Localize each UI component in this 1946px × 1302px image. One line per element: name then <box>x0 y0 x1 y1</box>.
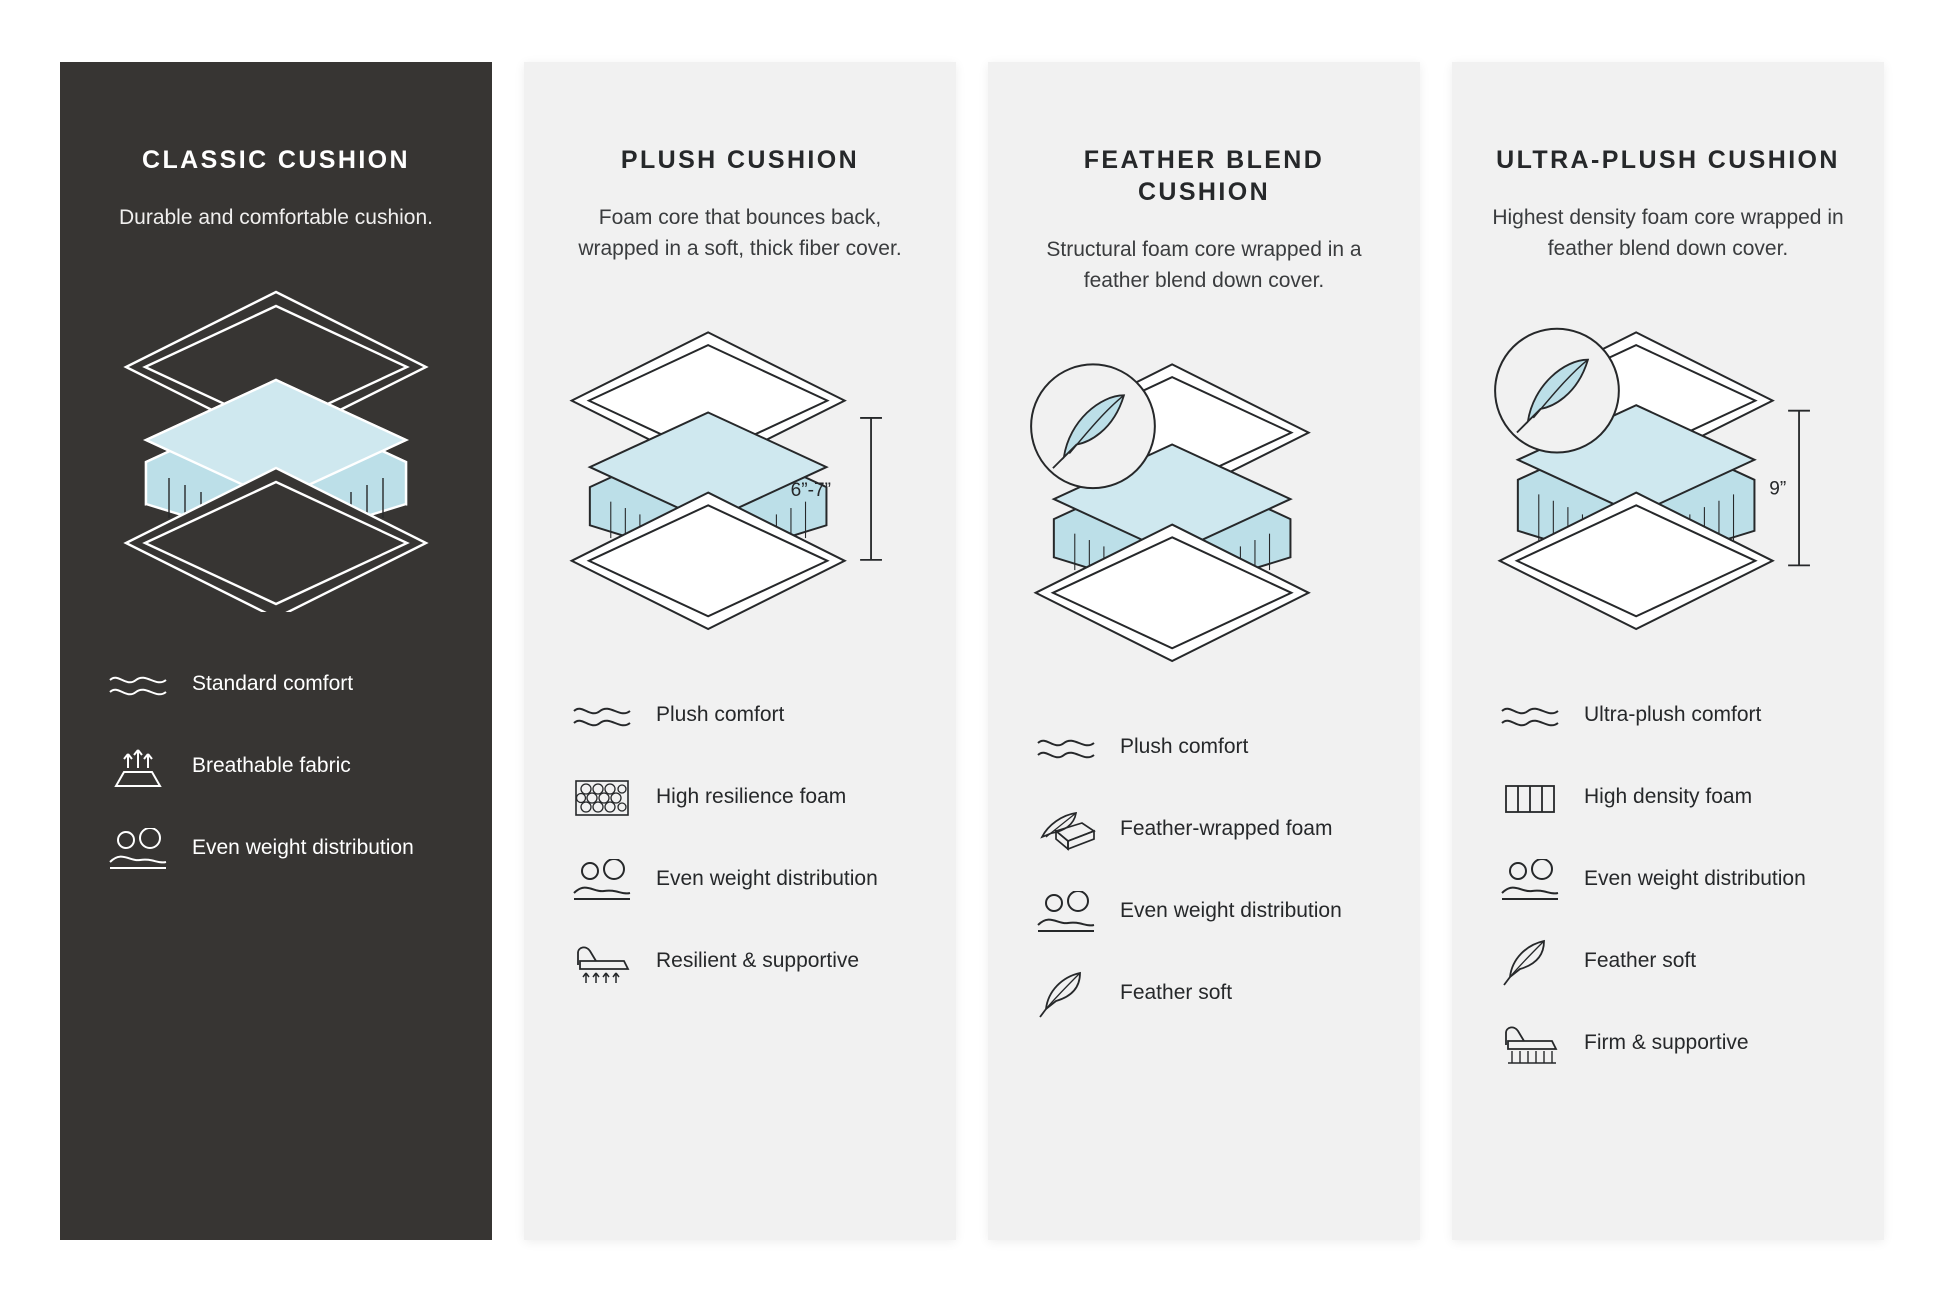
feature-label: Standard comfort <box>192 672 354 696</box>
feature-label: Plush comfort <box>1120 735 1249 759</box>
feature-label: Even weight distribution <box>1120 899 1342 923</box>
feature-item <box>572 692 908 740</box>
feather-icon <box>1500 938 1574 986</box>
card-title: ULTRA-PLUSH CUSHION <box>1496 146 1840 174</box>
feature-label: Breathable fabric <box>192 754 351 778</box>
feature-label: Plush comfort <box>656 703 785 727</box>
feature-item <box>1036 888 1372 936</box>
feature-label: Feather-wrapped foam <box>1120 817 1333 841</box>
high-density-foam-icon <box>1500 774 1574 822</box>
feature-item <box>1500 1020 1836 1068</box>
feature-item <box>1500 938 1836 986</box>
feature-item <box>108 743 444 791</box>
feather-badge <box>1031 365 1155 489</box>
feature-label: High density foam <box>1584 785 1753 809</box>
card-plush-cushion[interactable] <box>524 62 956 1240</box>
weight-distribution-icon <box>572 856 646 904</box>
dimension-label: 9” <box>1769 478 1787 500</box>
dimension-label: 6”-7” <box>790 480 831 502</box>
card-classic-cushion[interactable] <box>60 62 492 1240</box>
feather-wrapped-foam-icon <box>1036 806 1110 854</box>
dimension-marker <box>860 418 882 560</box>
wave-comfort-icon <box>108 661 182 709</box>
card-ultra-plush-cushion[interactable] <box>1452 62 1884 1240</box>
feature-list <box>94 661 458 873</box>
cushion-illustration <box>94 267 458 627</box>
feature-item <box>1036 724 1372 772</box>
wave-comfort-icon <box>1500 692 1574 740</box>
feature-label: Firm & supportive <box>1584 1031 1749 1055</box>
feature-item <box>1500 856 1836 904</box>
weight-distribution-icon <box>1036 888 1110 936</box>
card-description: Foam core that bounces back, wrapped in a soft, thick fiber cover. <box>578 206 902 261</box>
feature-item <box>108 661 444 709</box>
card-description: Durable and comfortable cushion. <box>118 206 433 229</box>
cushion-illustration <box>1486 298 1850 658</box>
feature-label: High resilience foam <box>656 785 847 809</box>
card-description: Structural foam core wrapped in a feather blend down cover. <box>1046 238 1362 293</box>
feature-item <box>1036 806 1372 854</box>
feature-item <box>1036 970 1372 1018</box>
feature-label: Even weight distribution <box>1584 867 1806 891</box>
breathable-fabric-icon <box>108 743 182 791</box>
feature-item <box>572 856 908 904</box>
card-title: PLUSH CUSHION <box>620 146 860 174</box>
feature-item <box>572 938 908 986</box>
feature-item <box>108 825 444 873</box>
feature-list <box>558 692 922 986</box>
feature-label: Even weight distribution <box>192 836 414 860</box>
feather-icon <box>1036 970 1110 1018</box>
wave-comfort-icon <box>572 692 646 740</box>
card-feather-blend-cushion[interactable] <box>988 62 1420 1240</box>
cushion-illustration <box>1022 330 1386 690</box>
supportive-seat-icon <box>1500 1020 1574 1068</box>
feature-item <box>1500 774 1836 822</box>
feature-label: Resilient & supportive <box>656 949 860 973</box>
feature-label: Feather soft <box>1584 949 1697 973</box>
weight-distribution-icon <box>1500 856 1574 904</box>
card-title: CLASSIC CUSHION <box>142 146 410 174</box>
feature-list <box>1486 692 1850 1068</box>
feature-item <box>1500 692 1836 740</box>
feature-label: Ultra-plush comfort <box>1584 703 1762 727</box>
dimension-marker <box>1788 411 1810 566</box>
feature-list <box>1022 724 1386 1018</box>
card-title: FEATHER BLEND CUSHION <box>1083 146 1325 206</box>
feature-item <box>572 774 908 822</box>
honeycomb-foam-icon <box>572 774 646 822</box>
card-description: Highest density foam core wrapped in feather blend down cover. <box>1492 206 1844 261</box>
weight-distribution-icon <box>108 825 182 873</box>
wave-comfort-icon <box>1036 724 1110 772</box>
feature-label: Even weight distribution <box>656 867 878 891</box>
feather-badge <box>1495 329 1619 453</box>
feature-label: Feather soft <box>1120 981 1233 1005</box>
supportive-seat-icon <box>572 938 646 986</box>
cushion-illustration <box>558 298 922 658</box>
